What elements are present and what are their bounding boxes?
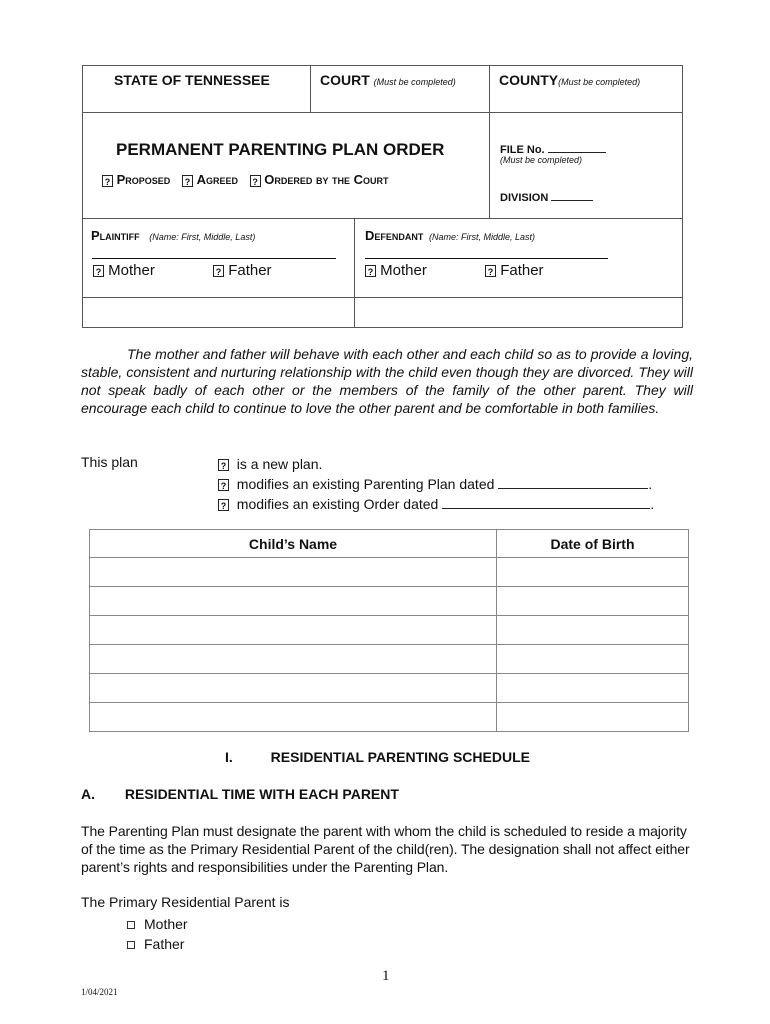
option-agreed[interactable]: [182, 172, 242, 187]
checkbox-icon[interactable]: [127, 941, 135, 949]
file-no-blank[interactable]: [548, 140, 606, 153]
defendant-father-label: Father: [500, 262, 544, 279]
defendant-note: (Name: First, Middle, Last): [429, 232, 536, 242]
option-agreed-label: Agreed: [196, 172, 238, 187]
section-heading: [225, 749, 530, 765]
table-header-row: [90, 530, 689, 558]
dob-cell[interactable]: [497, 703, 689, 732]
plan-option-new[interactable]: [218, 454, 654, 474]
division-label: DIVISION: [500, 192, 549, 204]
subsection-letter: A.: [81, 786, 95, 802]
checkbox-icon[interactable]: ?: [218, 459, 229, 471]
defendant-father-option[interactable]: [485, 262, 544, 279]
child-name-cell[interactable]: [90, 645, 497, 674]
subsection-title: RESIDENTIAL TIME WITH EACH PARENT: [124, 786, 399, 802]
option-proposed-label: Proposed: [116, 172, 171, 187]
option-proposed[interactable]: [102, 172, 174, 187]
court-label: COURT: [320, 72, 370, 88]
defendant-header: [365, 228, 535, 243]
revision-date: 1/04/2021: [81, 987, 118, 997]
child-name-cell[interactable]: [90, 616, 497, 645]
parenting-plan-date-blank[interactable]: [498, 476, 648, 489]
option-ordered[interactable]: [250, 172, 389, 187]
section-title: RESIDENTIAL PARENTING SCHEDULE: [270, 749, 530, 765]
subsection-heading: [81, 786, 399, 802]
dob-cell[interactable]: [497, 558, 689, 587]
dob-header: Date of Birth: [497, 530, 689, 558]
plaintiff-note: (Name: First, Middle, Last): [149, 232, 256, 242]
child-name-cell[interactable]: [90, 674, 497, 703]
plan-option-parenting-plan-label: modifies an existing Parenting Plan dated: [236, 476, 495, 492]
defendant-name-line[interactable]: [365, 258, 608, 259]
dob-cell[interactable]: [497, 616, 689, 645]
table-row: [90, 674, 689, 703]
child-name-header: Child’s Name: [90, 530, 497, 558]
county-field[interactable]: [499, 72, 640, 88]
plaintiff-header: [91, 228, 255, 243]
defendant-role: [365, 262, 544, 279]
primary-option-mother[interactable]: [127, 914, 188, 934]
section-number: I.: [225, 749, 233, 765]
checkbox-icon[interactable]: ?: [365, 265, 376, 277]
plaintiff-father-option[interactable]: [213, 262, 272, 279]
court-field[interactable]: [320, 72, 456, 88]
checkbox-icon[interactable]: ?: [102, 175, 113, 187]
primary-option-mother-label: Mother: [144, 916, 188, 932]
plan-option-parenting-plan[interactable]: ? modifies an existing Parenting Plan dated .: [218, 474, 654, 494]
option-ordered-label: Ordered by the Court: [264, 172, 389, 187]
county-note: (Must be completed): [558, 77, 641, 87]
intro-paragraph: The mother and father will behave with each other and each child so as to provide a loving, stable, consistent and nurturing relationship with the child even though they are divorced. They will not speak badly of each other or the members of the family of the other parent. They will encourage each child to continue to love the other parent and be comfortable in both families.: [81, 346, 693, 416]
page-title: PERMANENT PARENTING PLAN ORDER: [116, 140, 445, 159]
table-row: [90, 645, 689, 674]
plaintiff-label: Plaintiff: [91, 228, 140, 243]
checkbox-icon[interactable]: ?: [250, 175, 261, 187]
file-no-label: FILE No.: [500, 144, 545, 156]
plan-option-order-label: modifies an existing Order dated: [236, 496, 439, 512]
checkbox-icon[interactable]: ?: [182, 175, 193, 187]
plan-options: [218, 454, 654, 514]
table-row: [90, 703, 689, 732]
checkbox-icon[interactable]: [127, 921, 135, 929]
plaintiff-mother-label: Mother: [108, 262, 155, 279]
dob-cell[interactable]: [497, 674, 689, 703]
division-field[interactable]: [500, 188, 593, 204]
file-no-note: (Must be completed): [500, 155, 583, 165]
page-number: 1: [382, 968, 390, 984]
dob-cell[interactable]: [497, 645, 689, 674]
checkbox-icon[interactable]: ?: [218, 499, 229, 511]
checkbox-icon[interactable]: ?: [213, 265, 224, 277]
plaintiff-name-line[interactable]: [92, 258, 336, 259]
table-row: [90, 558, 689, 587]
state-label: STATE OF TENNESSEE: [114, 72, 270, 88]
primary-option-father[interactable]: [127, 934, 188, 954]
court-note: (Must be completed): [373, 77, 456, 87]
primary-parent-options: [127, 914, 188, 954]
table-row: [90, 616, 689, 645]
residential-paragraph: The Parenting Plan must designate the parent with whom the child is scheduled to reside a majority of the time as the Primary Residential Parent of the child(ren). The designation shall not affect either parent’s rights and responsibilities under the Parenting Plan.: [81, 823, 690, 875]
plaintiff-mother-option[interactable]: [93, 262, 155, 279]
defendant-label: Defendant: [365, 228, 424, 243]
order-type-options: [102, 172, 389, 187]
plan-option-order[interactable]: ? modifies an existing Order dated .: [218, 494, 654, 514]
plan-option-new-label: is a new plan.: [236, 456, 323, 472]
checkbox-icon[interactable]: ?: [218, 479, 229, 491]
child-name-cell[interactable]: [90, 703, 497, 732]
checkbox-icon[interactable]: ?: [485, 265, 496, 277]
defendant-mother-label: Mother: [380, 262, 427, 279]
dob-cell[interactable]: [497, 587, 689, 616]
table-row: [90, 587, 689, 616]
order-date-blank[interactable]: [442, 496, 650, 509]
child-name-cell[interactable]: [90, 587, 497, 616]
children-table: [89, 529, 689, 732]
primary-option-father-label: Father: [144, 936, 185, 952]
division-blank[interactable]: [551, 188, 593, 201]
child-name-cell[interactable]: [90, 558, 497, 587]
primary-parent-label: The Primary Residential Parent is: [81, 894, 290, 910]
plan-label: This plan: [81, 454, 138, 470]
checkbox-icon[interactable]: ?: [93, 265, 104, 277]
defendant-mother-option[interactable]: [365, 262, 427, 279]
plaintiff-role: [93, 262, 272, 279]
plaintiff-father-label: Father: [228, 262, 272, 279]
county-label: COUNTY: [499, 72, 559, 88]
file-no-field[interactable]: [500, 140, 606, 156]
